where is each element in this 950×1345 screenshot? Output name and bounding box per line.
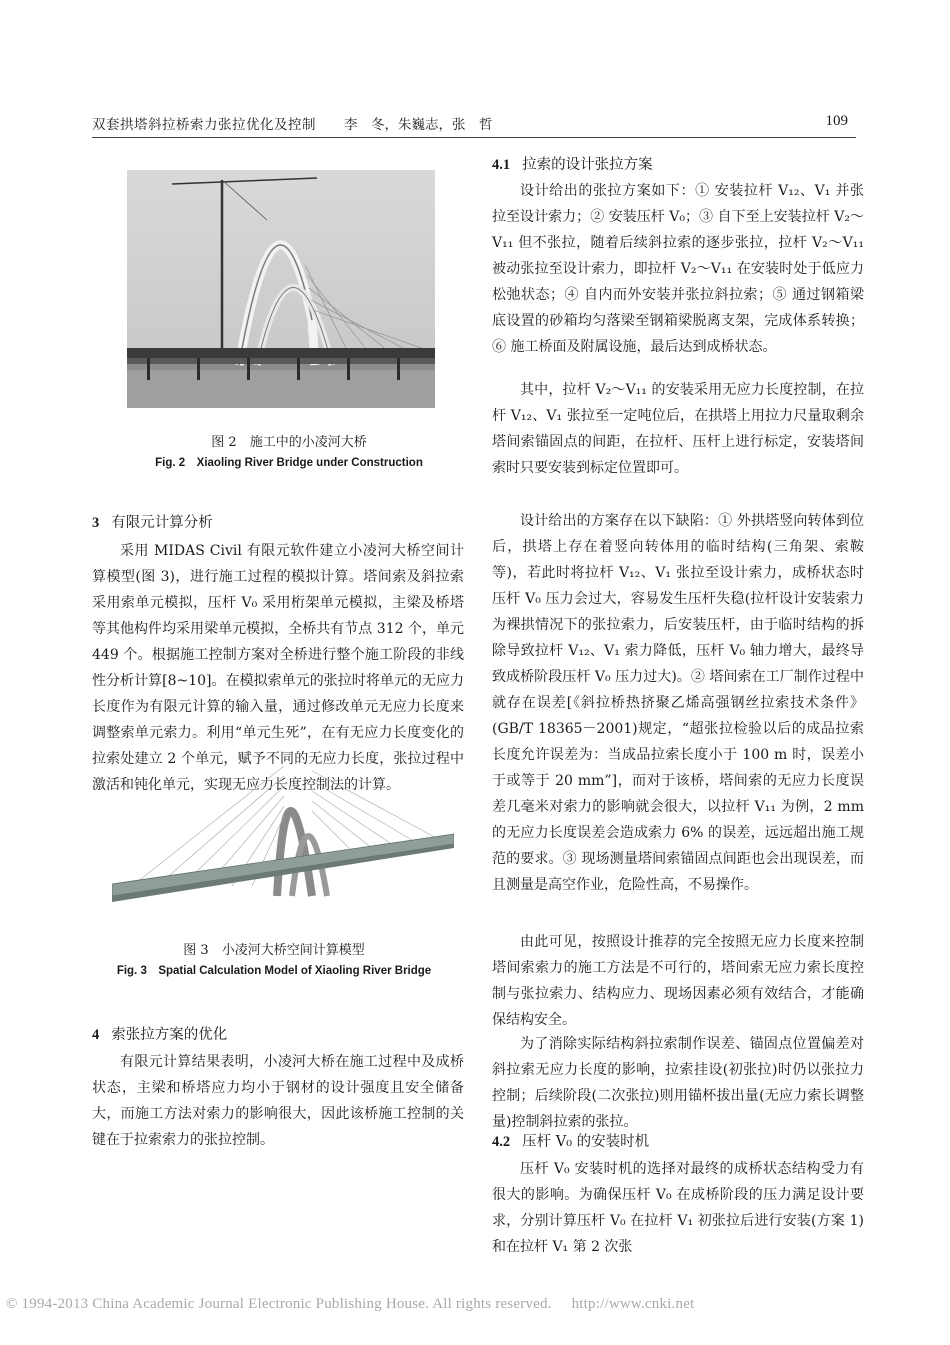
cnki-url: http://www.cnki.net — [571, 1296, 695, 1312]
figure-2-caption — [89, 433, 489, 473]
header-authors: 李 冬，朱巍志，张 哲 — [344, 117, 493, 133]
section-4-heading: 4 索张拉方案的优化 — [92, 1027, 228, 1043]
section-3-paragraph: 采用 MIDAS Civil 有限元软件建立小凌河大桥空间计算模型(图 3)，进行施工过程的模拟计算。塔间索及斜拉索采用索单元模拟，压杆 V₀ 采用桁架单元模拟，主梁及桥塔等其他构件均采用梁单元模拟，全桥共有节点 312 个，单元 449 个。根据施工控制方案对全桥进行整个施工阶段的非线性分析计算[8~10]。在模拟索单元的张拉时将单元的无应力长度作为有限元计算的输入量，通过修改单元无应力长度来调整索单元索力。利用“单元生死”，在有无应力长度变化的拉索处建立 2 个单元，赋予不同的无应力长度，张拉过程中激活和钝化单元，实现无应力长度控制法的计算。 — [92, 543, 464, 793]
running-header — [92, 113, 856, 133]
figure-3-caption-cn: 图 3 小凌河大桥空间计算模型 — [183, 943, 365, 958]
right-paragraph-4: 由此可见，按照设计推荐的完全按照无应力长度来控制塔间索索力的施工方法是不可行的，塔间索无应力索长度控制与张拉索力、结构应力、现场因素必须有效结合，才能确保结构安全。 — [492, 934, 864, 1028]
figure-2-caption-en: Fig. 2 Xiaoling River Bridge under Construction — [155, 457, 423, 469]
header-rule — [92, 137, 856, 138]
right-paragraph-2: 其中，拉杆 V₂～V₁₁ 的安装采用无应力长度控制，在拉杆 V₁₂、V₁ 张拉至一定吨位后，在拱塔上用拉力尺量取剩余塔间索锚固点的间距，在拉杆、压杆上进行标定，安装塔间索时只要安装到标定位置即可。 — [492, 382, 864, 476]
section-4-paragraph: 有限元计算结果表明，小凌河大桥在施工过程中及成桥状态，主梁和桥塔应力均小于钢材的设计强度且安全储备大，而施工方法对索力的影响很大，因此该桥施工控制的关键在于拉索索力的张拉控制。 — [92, 1054, 464, 1148]
section-4-2-heading: 4.2 压杆 V₀ 的安装时机 — [492, 1134, 650, 1150]
fe-model-figure — [112, 736, 454, 916]
figure-2-caption-cn: 图 2 施工中的小凌河大桥 — [211, 435, 367, 450]
section-4-1-heading: 4.1 拉索的设计张拉方案 — [492, 157, 653, 173]
section-3-heading: 3 有限元计算分析 — [92, 515, 213, 531]
header-title: 双套拱塔斜拉桥索力张拉优化及控制 — [92, 117, 316, 133]
figure-3-caption — [74, 941, 474, 981]
page-number: 109 — [825, 113, 848, 129]
bridge-construction-photo — [127, 170, 435, 408]
right-paragraph-5: 为了消除实际结构斜拉索制作误差、锚固点位置偏差对斜拉索无应力长度的影响，拉索挂设(初张拉)时仍以张拉力控制；后续阶段(二次张拉)则用锚杯拔出量(无应力索长调整量)控制斜拉索的张拉。 — [492, 1036, 864, 1130]
right-paragraph-3: 设计给出的方案存在以下缺陷：① 外拱塔竖向转体到位后，拱塔上存在着竖向转体用的临时结构(三角架、索鞍等)，若此时将拉杆 V₁₂、V₁ 张拉至设计索力，成桥状态时压杆 V₀ 压力会过大，容易发生压杆失稳(拉杆设计安装索力为裸拱情况下的张拉索力，后安装压杆，由于临时结构的拆除导致拉杆 V₁₂、V₁ 索力降低，压杆 V₀ 轴力增大，最终导致成桥阶段压杆 V₀ 压力过大)。② 塔间索在工厂制作过程中就存在误差[《斜拉桥热挤聚乙烯高强钢丝拉索技术条件》(GB/T 18365－2001)规定，“超张拉检验以后的成品拉索长度允许误差为：当成品拉索长度小于 100 m 时，误差小于或等于 20 mm”]，而对于该桥，塔间索的无应力长度误差几毫米对索力的影响就会很大，以拉杆 V₁₁ 为例，2 mm 的无应力长度误差会造成索力 6% 的误差，远远超出施工规范的要求。③ 现场测量塔间索锚固点间距也会出现误差，而且测量是高空作业，危险性高，不易操作。 — [492, 513, 864, 893]
figure-3-caption-en: Fig. 3 Spatial Calculation Model of Xiaoling River Bridge — [116, 965, 432, 977]
right-paragraph-6: 压杆 V₀ 安装时机的选择对最终的成桥状态结构受力有很大的影响。为确保压杆 V₀ 在成桥阶段的压力满足设计要求，分别计算压杆 V₀ 在拉杆 V₁ 初张拉后进行安装(方案 1)和在拉杆 V₁ 第 2 次张 — [492, 1161, 864, 1255]
right-paragraph-1: 设计给出的张拉方案如下：① 安装拉杆 V₁₂、V₁ 并张拉至设计索力；② 安装压杆 V₀；③ 自下至上安装拉杆 V₂～V₁₁ 但不张拉，随着后续斜拉索的逐步张拉，拉杆 V₂～V₁₁ 被动张拉至设计索力，即拉杆 V₂～V₁₁ 在安装时处于低应力松弛状态；④ 自内而外安装并张拉斜拉索；⑤ 通过钢箱梁底设置的砂箱均匀落梁至钢箱梁脱离支架，完成体系转换；⑥ 施工桥面及附属设施，最后达到成桥状态。 — [492, 183, 864, 355]
copyright-footer — [6, 1296, 694, 1313]
copyright-text: © 1994-2013 China Academic Journal Electronic Publishing House. All rights reserved. — [6, 1296, 552, 1312]
